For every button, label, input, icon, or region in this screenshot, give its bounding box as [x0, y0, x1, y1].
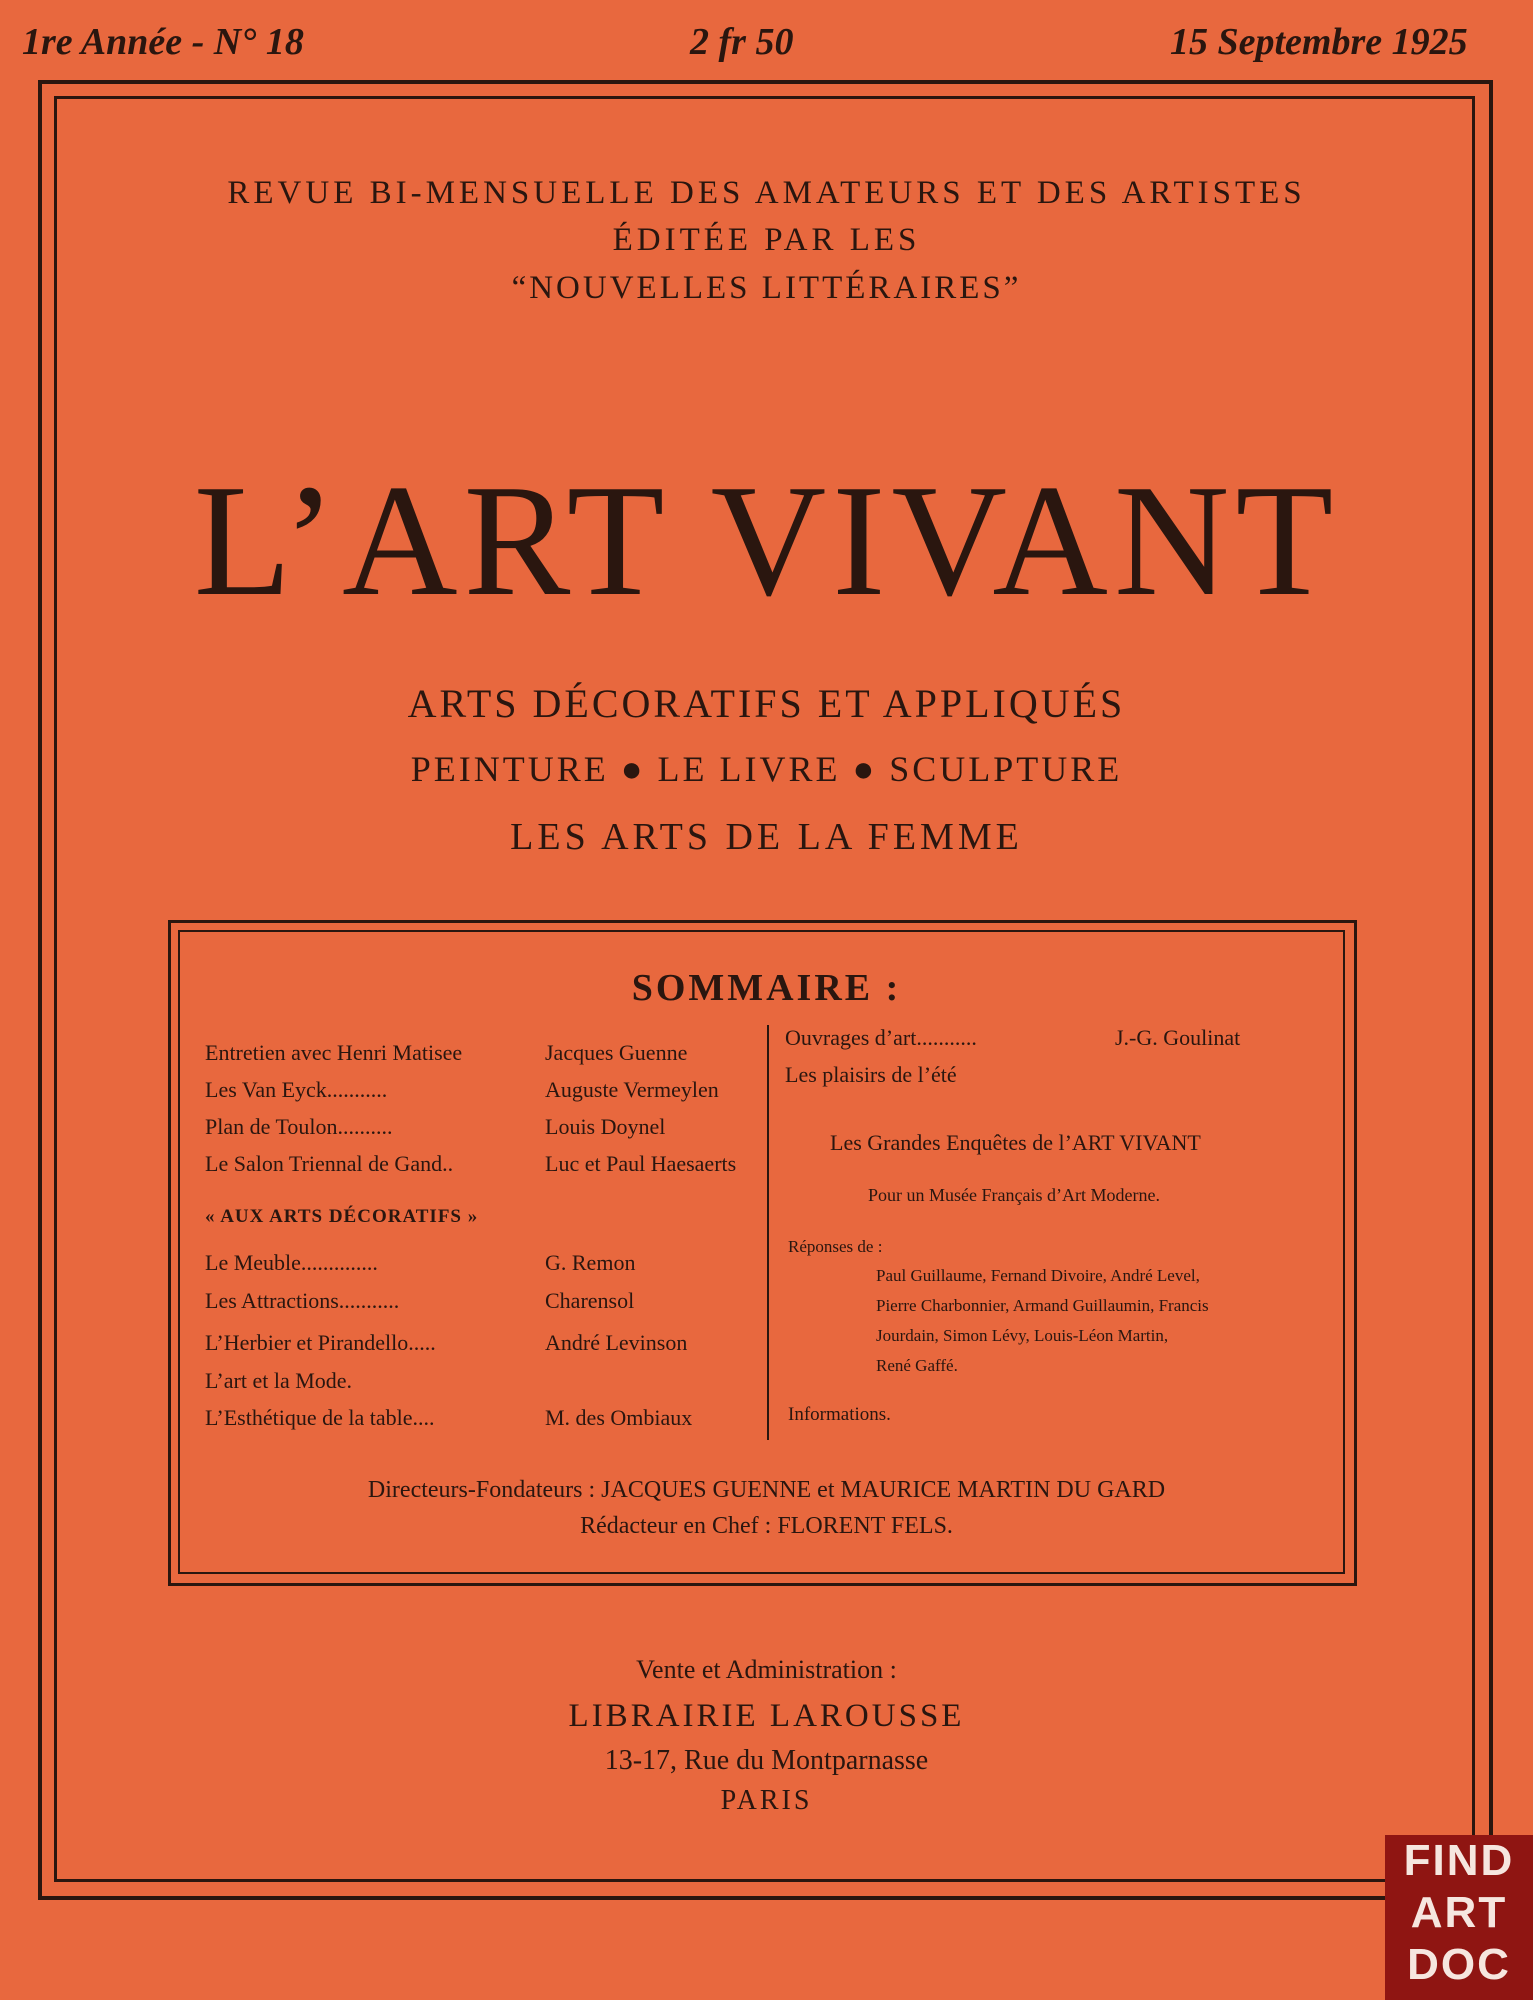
toc-author: G. Remon: [545, 1250, 636, 1275]
publisher-name: LIBRAIRIE LAROUSSE: [568, 1698, 965, 1734]
enquete-subtitle: Pour un Musée Français d’Art Moderne.: [868, 1185, 1160, 1205]
toc-title: Ouvrages d’art...........: [785, 1025, 977, 1050]
toc-row: [205, 1250, 765, 1280]
decor-section-label: « AUX ARTS DÉCORATIFS »: [205, 1206, 479, 1227]
toc-row: [205, 1288, 765, 1318]
magazine-title: L’ART VIVANT: [193, 451, 1340, 629]
toc-row: [205, 1114, 765, 1144]
toc-row: [205, 1405, 765, 1435]
toc-author: M. des Ombiaux: [545, 1405, 693, 1430]
footer-line-1: Vente et Administration :: [636, 1655, 897, 1684]
toc-author: J.-G. Goulinat: [1115, 1025, 1241, 1050]
toc-row: [205, 1077, 765, 1107]
credits-directors: Directeurs-Fondateurs : JACQUES GUENNE et MAURICE MARTIN DU GARD: [367, 1477, 1166, 1503]
toc-title: Les Attractions...........: [205, 1288, 400, 1313]
enquete-title: Les Grandes Enquêtes de l’ART VIVANT: [830, 1130, 1201, 1155]
toc-title: Le Salon Triennal de Gand..: [205, 1151, 454, 1176]
publisher-city: PARIS: [720, 1785, 813, 1816]
price: 2 fr 50: [690, 21, 794, 63]
subtitle-line-3: “NOUVELLES LITTÉRAIRES”: [511, 270, 1022, 306]
toc-title: Le Meuble..............: [205, 1250, 378, 1275]
toc-author: Auguste Vermeylen: [545, 1077, 719, 1102]
section-line-3: LES ARTS DE LA FEMME: [510, 816, 1023, 858]
sommaire-heading: SOMMAIRE :: [631, 967, 902, 1009]
reponses-line: Paul Guillaume, Fernand Divoire, André Level,: [876, 1266, 1200, 1285]
column-divider: [767, 1025, 769, 1440]
toc-author: Jacques Guenne: [545, 1040, 688, 1065]
reponses-label: Réponses de :: [788, 1237, 883, 1256]
toc-title: L’Herbier et Pirandello.....: [205, 1330, 436, 1355]
reponses-line: Jourdain, Simon Lévy, Louis-Léon Martin,: [876, 1326, 1169, 1345]
toc-row: [205, 1151, 765, 1181]
logo-line: DOC: [1407, 1940, 1511, 1989]
toc-author: André Levinson: [545, 1330, 688, 1355]
subtitle-line-1: REVUE BI-MENSUELLE DES AMATEURS ET DES ARTISTES: [227, 175, 1306, 211]
section-line-2: PEINTURE ● LE LIVRE ● SCULPTURE: [410, 749, 1123, 789]
toc-row: [785, 1025, 1241, 1055]
toc-row: [205, 1368, 765, 1398]
informations: Informations.: [788, 1404, 891, 1425]
credits-editor: Rédacteur en Chef : FLORENT FELS.: [580, 1513, 953, 1539]
toc-author: Luc et Paul Haesaerts: [545, 1151, 737, 1176]
toc-author: Louis Doynel: [545, 1114, 666, 1139]
toc-title: L’art et la Mode.: [205, 1368, 353, 1393]
reponses-line: Pierre Charbonnier, Armand Guillaumin, Francis: [876, 1296, 1209, 1315]
findartdoc-logo: [1385, 1835, 1533, 2000]
toc-title: Entretien avec Henri Matisee: [205, 1040, 463, 1065]
logo-line: ART: [1410, 1888, 1508, 1937]
toc-title: Les plaisirs de l’été: [785, 1062, 957, 1087]
publisher-address: 13-17, Rue du Montparnasse: [604, 1745, 929, 1776]
toc-title: L’Esthétique de la table....: [205, 1405, 435, 1430]
section-line-1: ARTS DÉCORATIFS ET APPLIQUÉS: [407, 681, 1126, 726]
toc-row: [205, 1330, 765, 1360]
toc-author: Charensol: [545, 1288, 635, 1313]
toc-row: [205, 1040, 765, 1070]
issue-date: 15 Septembre 1925: [1170, 21, 1468, 63]
toc-title: Plan de Toulon..........: [205, 1114, 393, 1139]
subtitle-line-2: ÉDITÉE PAR LES: [612, 222, 921, 258]
toc-title: Les Van Eyck...........: [205, 1077, 388, 1102]
logo-line: FIND: [1403, 1836, 1515, 1885]
issue-number: 1re Année - N° 18: [22, 21, 304, 63]
reponses-line: René Gaffé.: [876, 1356, 958, 1375]
